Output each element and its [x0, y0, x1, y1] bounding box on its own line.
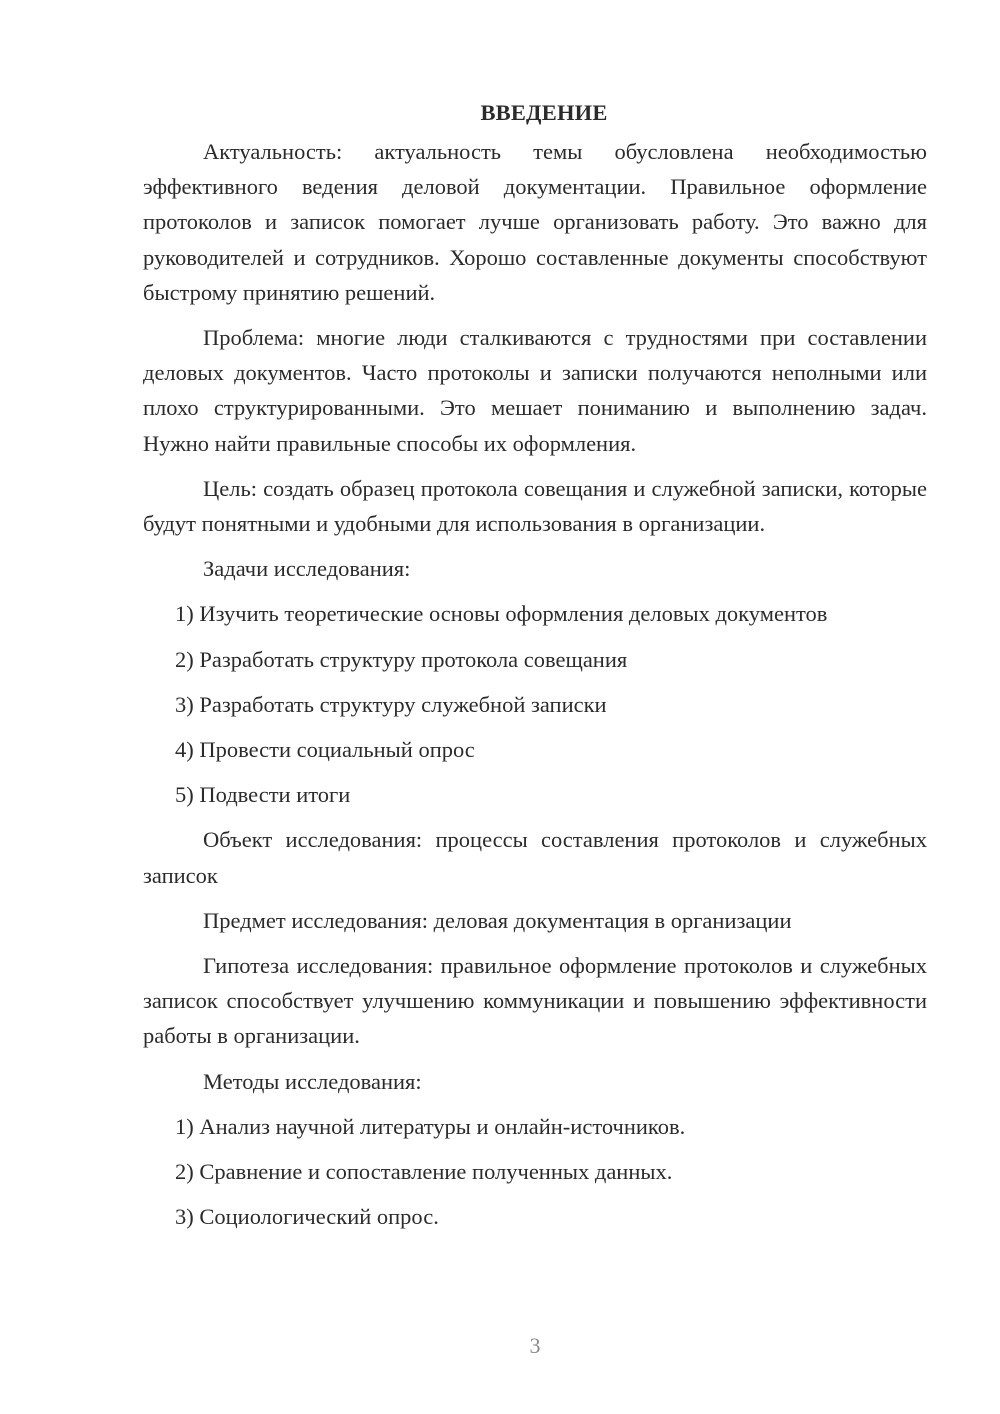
subject-paragraph: Предмет исследования: деловая документация в организации	[203, 907, 792, 933]
tasks-heading: Задачи исследования:	[203, 556, 411, 582]
task-item-2: 2) Разработать структуру протокола совещания	[175, 646, 628, 672]
method-item-3: 3) Социологический опрос.	[175, 1204, 439, 1230]
method-item-2: 2) Сравнение и сопоставление полученных данных.	[175, 1159, 673, 1185]
methods-heading: Методы исследования:	[203, 1068, 422, 1094]
problem-paragraph: Проблема: многие люди сталкиваются с трудностями при составлении деловых документов. Часто протоколы и записки получаются неполными или плохо структурированными. Это мешает пониманию и выполнению задач. Нужно найти правильные способы их оформления.	[143, 325, 927, 456]
task-item-1: 1) Изучить теоретические основы оформления деловых документов	[175, 601, 828, 627]
task-item-4: 4) Провести социальный опрос	[175, 737, 475, 763]
goal-paragraph: Цель: создать образец протокола совещания и служебной записки, которые будут понятными и удобными для использования в организации.	[143, 475, 927, 537]
method-item-1: 1) Анализ научной литературы и онлайн-источников.	[175, 1113, 686, 1139]
page-number: 3	[529, 1333, 541, 1358]
task-item-3: 3) Разработать структуру служебной записки	[175, 691, 607, 717]
object-paragraph: Объект исследования: процессы составления протоколов и служебных записок	[143, 827, 927, 888]
page-title: ВВЕДЕНИЕ	[480, 100, 608, 125]
hypothesis-paragraph: Гипотеза исследования: правильное оформление протоколов и служебных записок способствует улучшению коммуникации и повышению эффективности работы в организации.	[143, 953, 927, 1049]
task-item-5: 5) Подвести итоги	[175, 782, 351, 808]
relevance-paragraph: Актуальность: актуальность темы обусловлена необходимостью эффективного ведения деловой документации. Правильное оформление протоколов и записок помогает лучше организовать работу. Это важно для руководителей и сотрудников. Хорошо составленные документы способствуют быстрому принятию решений.	[143, 139, 927, 305]
document-body	[143, 95, 927, 1244]
